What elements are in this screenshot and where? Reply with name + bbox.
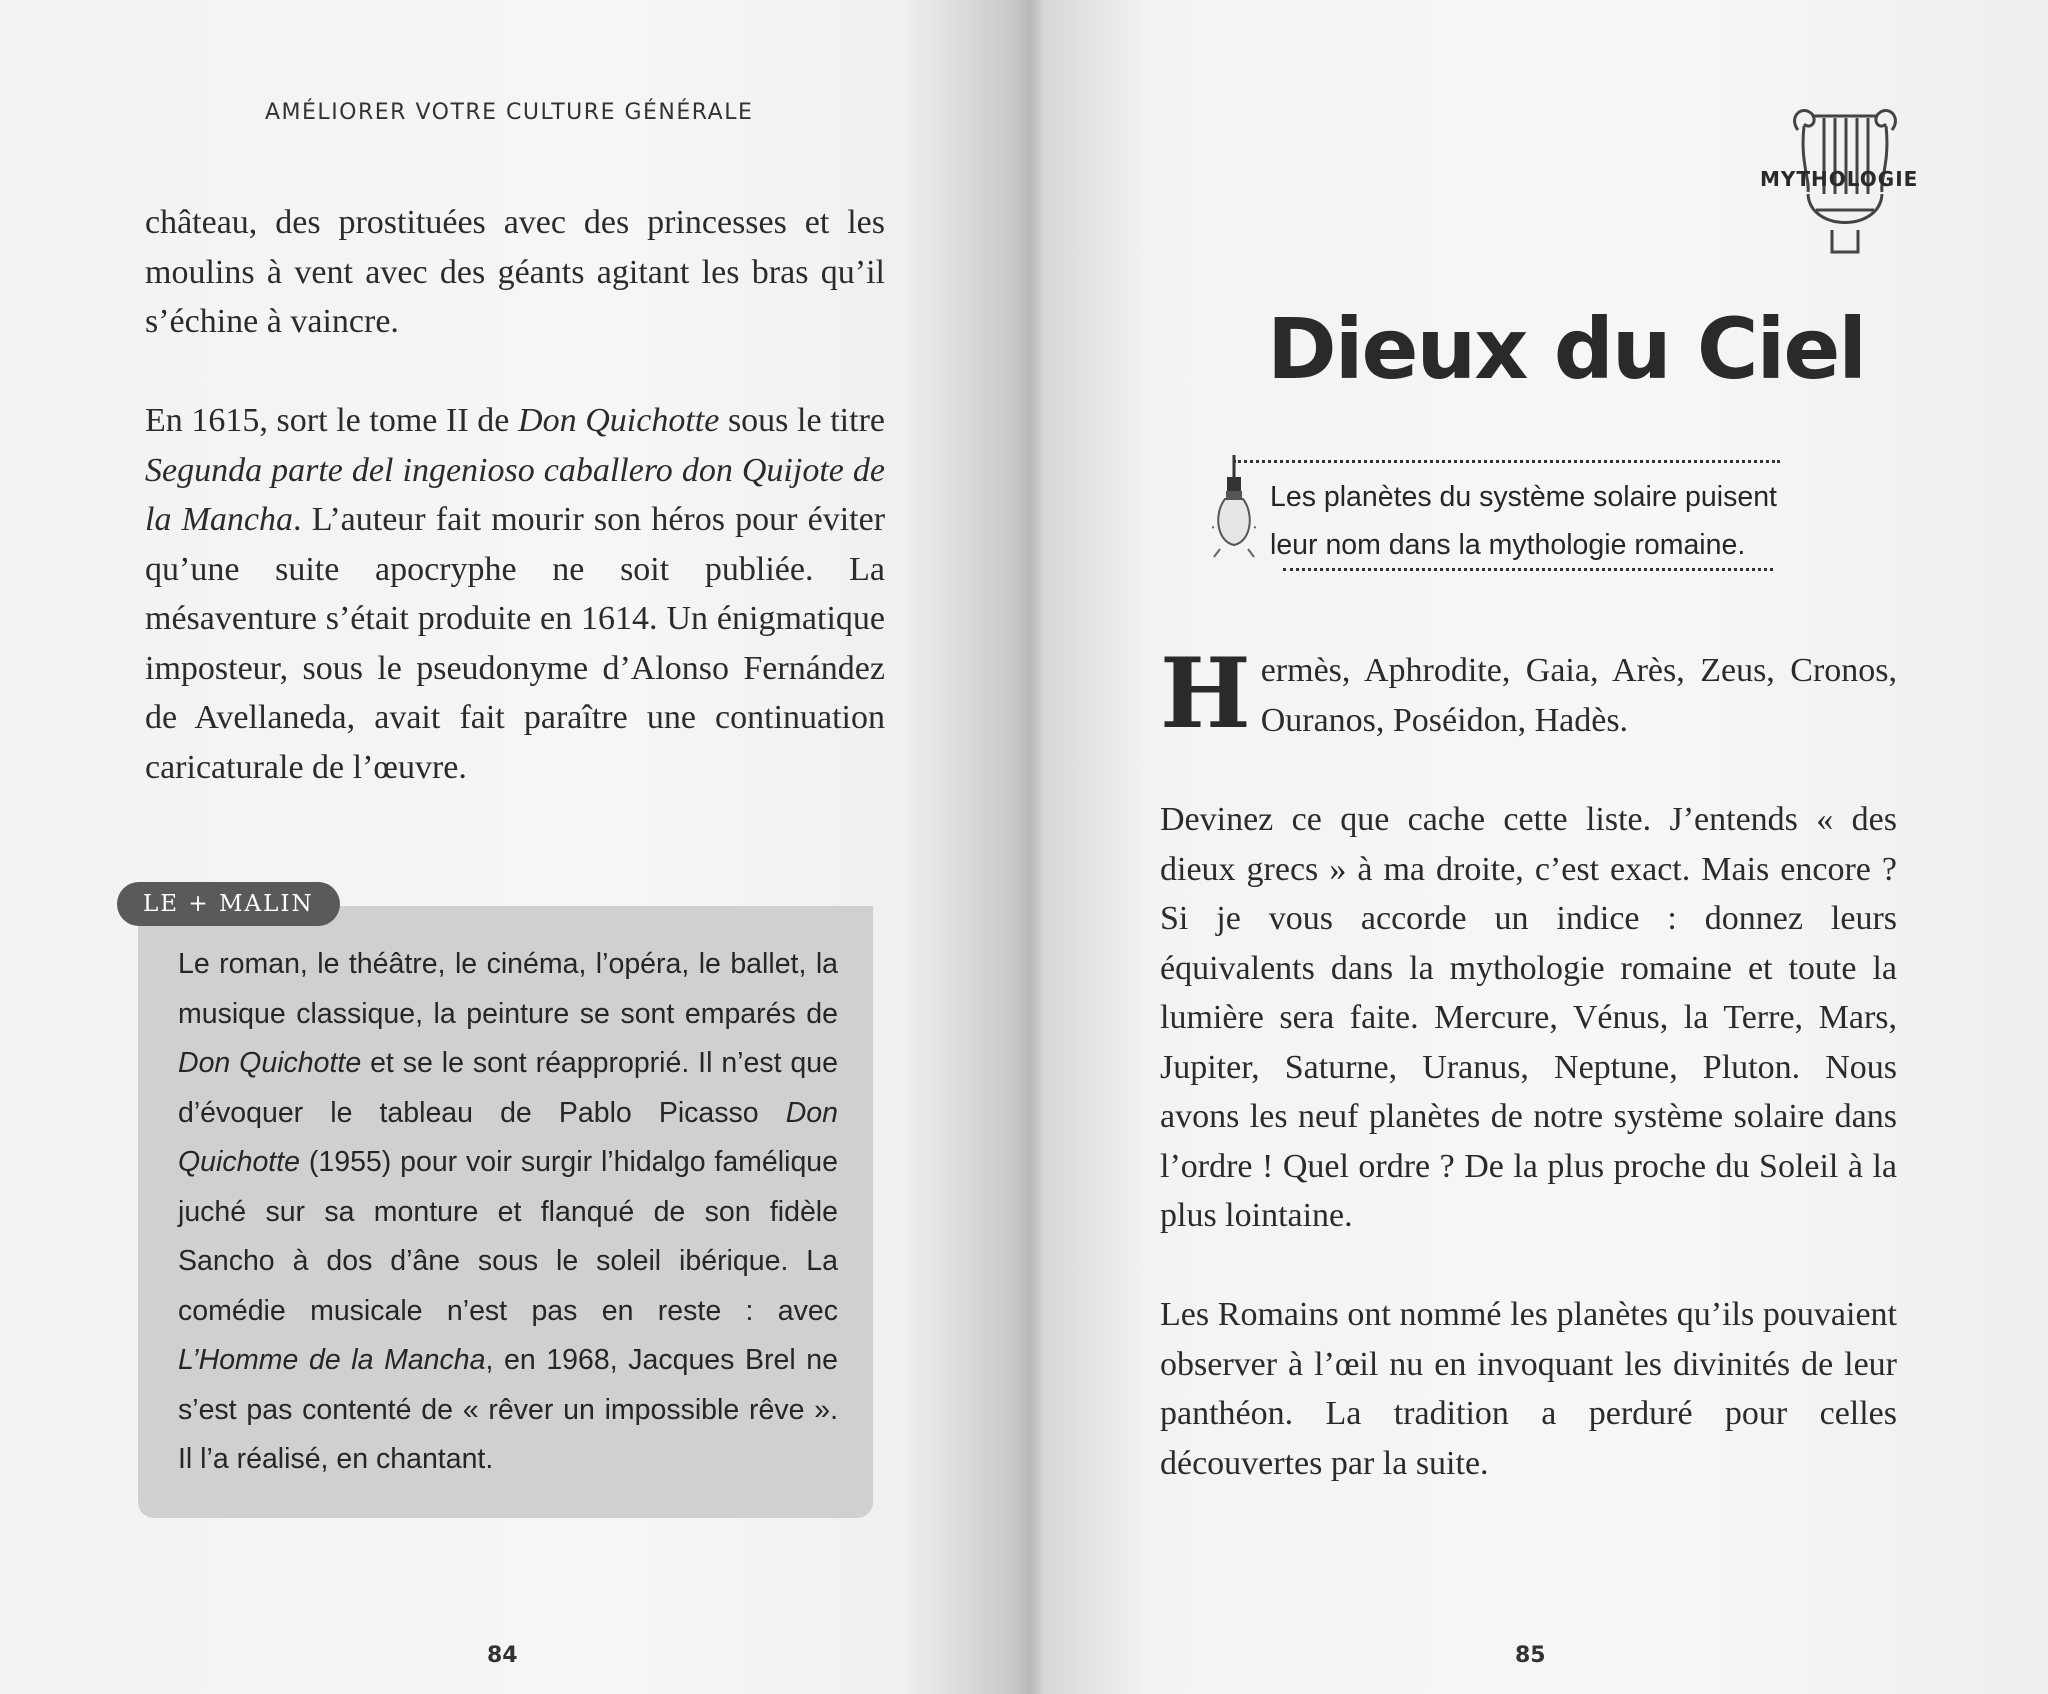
page-number-right: 85	[1515, 1643, 1546, 1668]
paragraph-2-part-e: . L’auteur fait mourir son héros pour éviter qu’une suite apocryphe ne soit publiée. La mésaventure s’était produite en 1614. Un énigmatique imposteur, sous le pseudonyme d’Alonso Fernández de Avellaneda, avait fait paraître une continuation caricaturale de l’œuvre.	[145, 501, 886, 786]
paragraph-2-right: Devinez ce que cache cette liste. J’entends « des dieux grecs » à ma droite, c’est exact. Mais encore ? Si je vous accorde un indice : donnez leurs équivalents dans la mythologie romaine et toute la lumière sera faite. Mercure, Vénus, la Terre, Mars, Jupiter, Saturne, Uranus, Neptune, Pluton. Nous avons les neuf planètes de notre système solaire dans l’ordre ! Quel ordre ? De la plus proche du Soleil à la plus lointaine.	[1160, 801, 1897, 1234]
drop-cap: H	[1160, 637, 1251, 750]
paragraph-2	[145, 396, 885, 792]
callout-text: Les planètes du système solaire puisent leur nom dans la mythologie romaine.	[1270, 481, 1777, 561]
tip-part-g: , en 1968, Jacques Brel ne s’est pas contenté de « rêver un impossible rêve ». Il l’a réalisé, en chantant.	[178, 1344, 838, 1475]
page-number-left: 84	[487, 1643, 518, 1668]
callout-rule-top	[1233, 460, 1780, 463]
tip-title-2: Don Quichotte	[178, 1096, 838, 1178]
paragraph-2-part-a: En 1615, sort le tome II de	[145, 402, 519, 439]
paragraph-3-right: Les Romains ont nommé les planètes qu’ils pouvaient observer à l’œil nu en invoquant les divinités de leur panthéon. La tradition a perduré pour celles découvertes par la suite.	[1160, 1296, 1897, 1482]
original-title-italic: Segunda parte del ingenioso caballero don Quijote de la Mancha	[145, 451, 885, 538]
lightbulb-icon	[1212, 455, 1256, 567]
tip-part-a: Le roman, le théâtre, le cinéma, l’opéra, le ballet, la musique classique, la peinture se sont emparés de	[178, 948, 838, 1030]
tip-title-1: Don Quichotte	[178, 1047, 362, 1079]
tip-part-c: et se le sont réapproprié. Il n’est que d’évoquer le tableau de Pablo Picasso	[178, 1047, 838, 1129]
tip-part-e: (1955) pour voir surgir l’hidalgo famélique juché sur sa monture et flanqué de son fidèle Sancho à dos d’âne sous le soleil ibérique. La comédie musicale n’est pas en reste : avec	[178, 1146, 838, 1327]
running-head: AMÉLIORER VOTRE CULTURE GÉNÉRALE	[265, 100, 754, 125]
opening-text: ermès, Aphrodite, Gaia, Arès, Zeus, Cronos, Ouranos, Poséidon, Hadès.	[1260, 652, 1897, 739]
opening-paragraph	[1160, 637, 1897, 750]
paragraph-2-part-c: sous le titre	[719, 402, 885, 439]
tip-badge: LE + MALIN	[117, 882, 340, 926]
tip-text	[178, 940, 838, 1485]
article-title: Dieux du Ciel	[1267, 300, 1866, 398]
left-page	[0, 0, 1020, 1694]
tip-title-3: L’Homme de la Mancha	[178, 1344, 486, 1376]
book-title-italic: Don Quichotte	[518, 402, 720, 439]
paragraph-1: château, des prostituées avec des princesses et les moulins à vent avec des géants agitant les bras qu’il s’échine à vaincre.	[145, 204, 885, 340]
callout-rule-bottom	[1283, 568, 1773, 571]
section-label: MYTHOLOGIE	[1760, 167, 1919, 191]
